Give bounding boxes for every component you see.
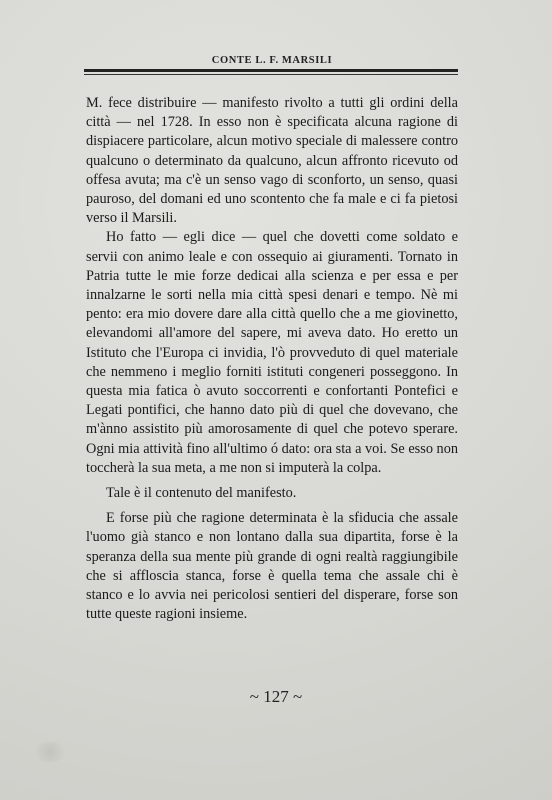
paper-smudge bbox=[30, 742, 70, 762]
page-number: ~ 127 ~ bbox=[249, 687, 303, 706]
running-header: CONTE L. F. MARSILI bbox=[211, 55, 333, 66]
paragraph-4: E forse più che ragione determinata è la sfiducia che assale l'uomo già stanco e non lontano dalla sua dipartita, forse è la speranza della sua mente più grande di ogni realtà raggiungibile che si affloscia stanca, forse è quella tema che assale chi è stanco e lo avvia nei pericolosi sentieri del disperare, forse son tutte queste ragioni insieme. bbox=[86, 510, 458, 623]
body-text bbox=[86, 94, 458, 624]
header-rule-thick bbox=[84, 69, 458, 72]
paragraph-1: M. fece distribuire — manifesto rivolto a tutti gli ordini della città — nel 1728. In esso non è specificata alcuna ragione di dispiacere particolare, alcun motivo speciale di malessere contro qualcuno o determinato da qualcuno, alcun affronto ricevuto od offesa avuta; ma c'è un senso vago di sconforto, un senso, quasi pauroso, del domani ed uno scontento che fa male e ci fa pietosi verso il Marsili. bbox=[86, 95, 458, 227]
paragraph-3: Tale è il contenuto del manifesto. bbox=[106, 485, 297, 502]
paragraph-2: Ho fatto — egli dice — quel che dovetti come soldato e servii con animo leale e con ossequio ai giuramenti. Tornato in Patria tutte le mie forze dedicai alla scienza e per essa e per innalzarne le sorti nella mia città spesi denari e tempo. Nè mi pento: era mio dovere dare alla città quello che a me giovinetto, elevandomi all'amore del sapere, mi aveva dato. Ho eretto un Istituto che l'Europa ci invidia, l'ò provveduto di quel materiale che nemmeno i meglio forniti istituti congeneri posseggono. In questa mia fatica ò avuto soccorrenti e confortanti Pontefici e Legati pontifici, che hanno dato più di quel che dovevano, che m'ànno assistito più amorosamente di quel che potevo sperare. Ogni mia attività fino all'ultimo ó dato: ora sta a voi. Se esso non toccherà la sua meta, a me non si imputerà la colpa. bbox=[86, 229, 458, 476]
header-rule-thin bbox=[84, 74, 458, 75]
